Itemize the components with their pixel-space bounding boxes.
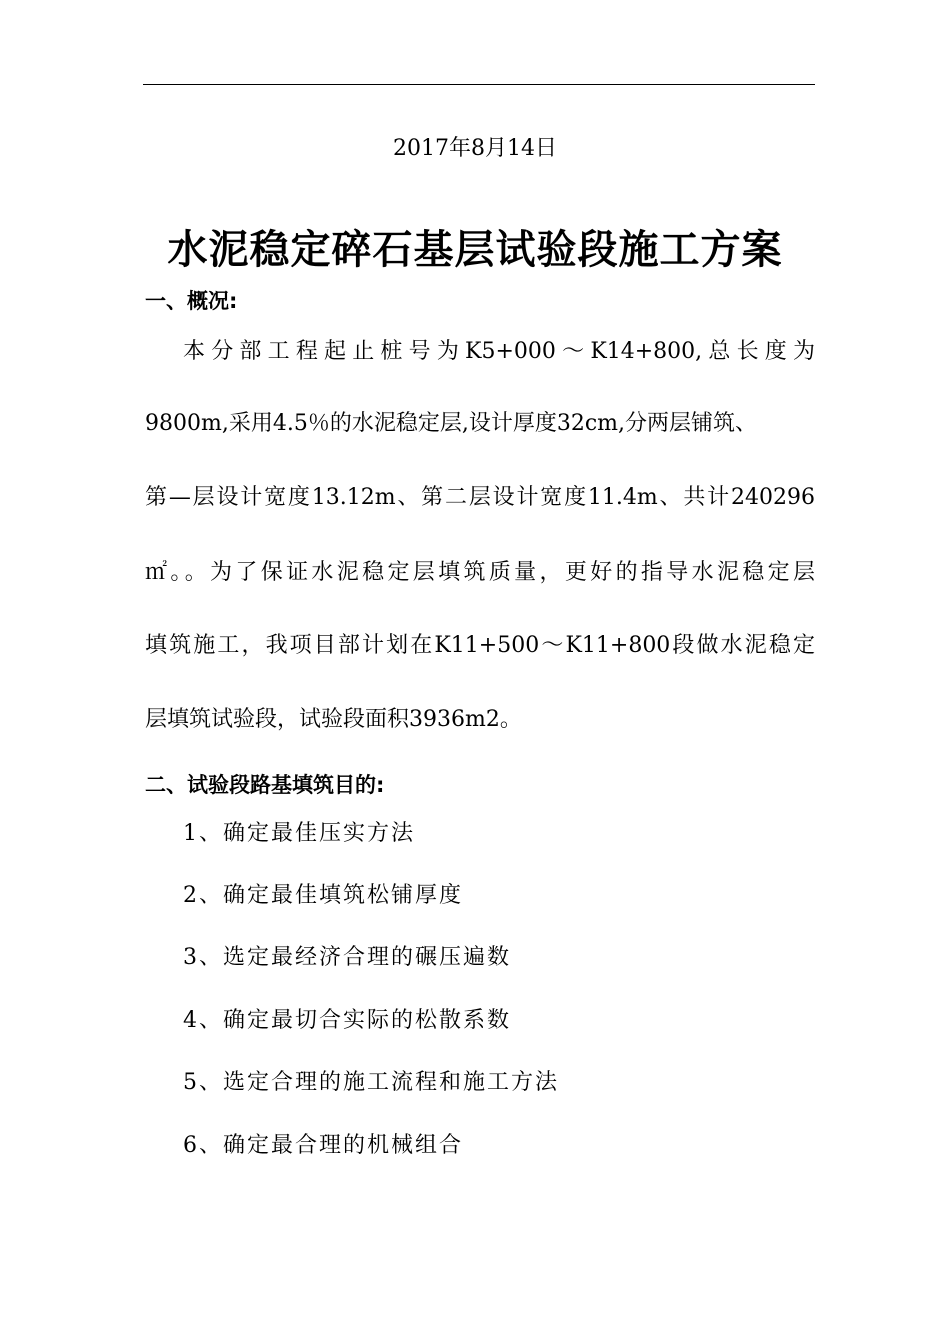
list-item: 4、确定最切合实际的松散系数 bbox=[183, 1008, 511, 1033]
section-heading-purpose: 二、试验段路基填筑目的: bbox=[145, 773, 385, 797]
list-item: 2、确定最佳填筑松铺厚度 bbox=[183, 883, 463, 908]
section-heading-overview: 一、概况: bbox=[145, 289, 238, 313]
paragraph-line: 填筑施工，我项目部计划在K11+500～K11+800段做水泥稳定 bbox=[145, 633, 815, 658]
paragraph-line: 本分部工程起止桩号为K5+000～K14+800,总长度为 bbox=[183, 339, 815, 364]
paragraph-line: 第—层设计宽度13.12m、第二层设计宽度11.4m、共计240296 bbox=[145, 485, 815, 510]
list-item: 5、选定合理的施工流程和施工方法 bbox=[183, 1070, 559, 1095]
paragraph-line: 层填筑试验段，试验段面积3936m2。 bbox=[145, 707, 522, 732]
paragraph-line: 9800m,采用4.5％的水泥稳定层,设计厚度32cm,分两层铺筑、 bbox=[145, 411, 757, 436]
list-item: 1、确定最佳压实方法 bbox=[183, 821, 415, 846]
list-item: 6、确定最合理的机械组合 bbox=[183, 1133, 463, 1158]
document-date: 2017年8月14日 bbox=[393, 136, 557, 161]
header-rule bbox=[143, 84, 815, 85]
list-item: 3、选定最经济合理的碾压遍数 bbox=[183, 945, 511, 970]
document-title: 水泥稳定碎石基层试验段施工方案 bbox=[167, 227, 783, 273]
paragraph-line: ㎡。。为了保证水泥稳定层填筑质量，更好的指导水泥稳定层 bbox=[145, 560, 815, 585]
